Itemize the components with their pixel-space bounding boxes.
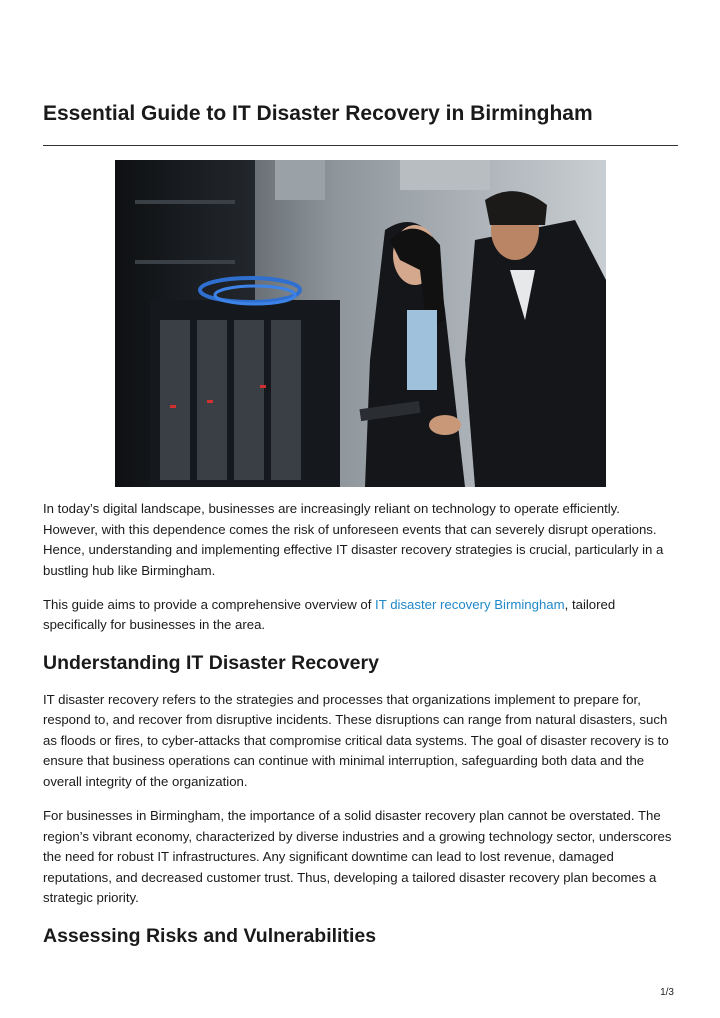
guide-text-after: , tailored specifically for businesses in the area. (43, 596, 616, 633)
page-number: 1/3 (660, 987, 674, 998)
page-title: Essential Guide to IT Disaster Recovery in Birmingham (43, 102, 593, 125)
guide-text-before: This guide aims to provide a comprehensive overview of (43, 596, 376, 612)
title-divider (43, 145, 678, 146)
it-disaster-recovery-link[interactable]: IT disaster recovery Birmingham (375, 596, 565, 612)
guide-paragraph (43, 595, 678, 636)
article-body (43, 499, 678, 963)
section1-paragraph-2: For businesses in Birmingham, the importance of a solid disaster recovery plan cannot be overstated. The region’s vibrant economy, characterized by diverse industries and a growing technology sector, underscores the need for robust IT infrastructures. Any significant downtime can lead to lost revenue, damaged reputations, and decreased customer trust. Thus, developing a tailored disaster recovery plan becomes a strategic priority. (43, 808, 672, 906)
intro-paragraph: In today’s digital landscape, businesses are increasingly reliant on technology to operate efficiently. However, with this dependence comes the risk of unforeseen events that can severely disrupt operations. Hence, understanding and implementing effective IT disaster recovery strategies is crucial, particularly in a bustling hub like Birmingham. (43, 501, 664, 578)
section-heading-understanding: Understanding IT Disaster Recovery (43, 651, 379, 674)
section1-paragraph-1: IT disaster recovery refers to the strategies and processes that organizations implement to prepare for, respond to, and recover from disruptive incidents. These disruptions can range from natural disasters, such as floods or fires, to cyber-attacks that compromise critical data systems. The goal of disaster recovery is to ensure that business operations can continue with minimal interruption, safeguarding both data and the overall integrity of the organization. (43, 691, 669, 789)
section-heading-assessing: Assessing Risks and Vulnerabilities (43, 924, 377, 947)
hero-image-server-room (115, 160, 606, 487)
